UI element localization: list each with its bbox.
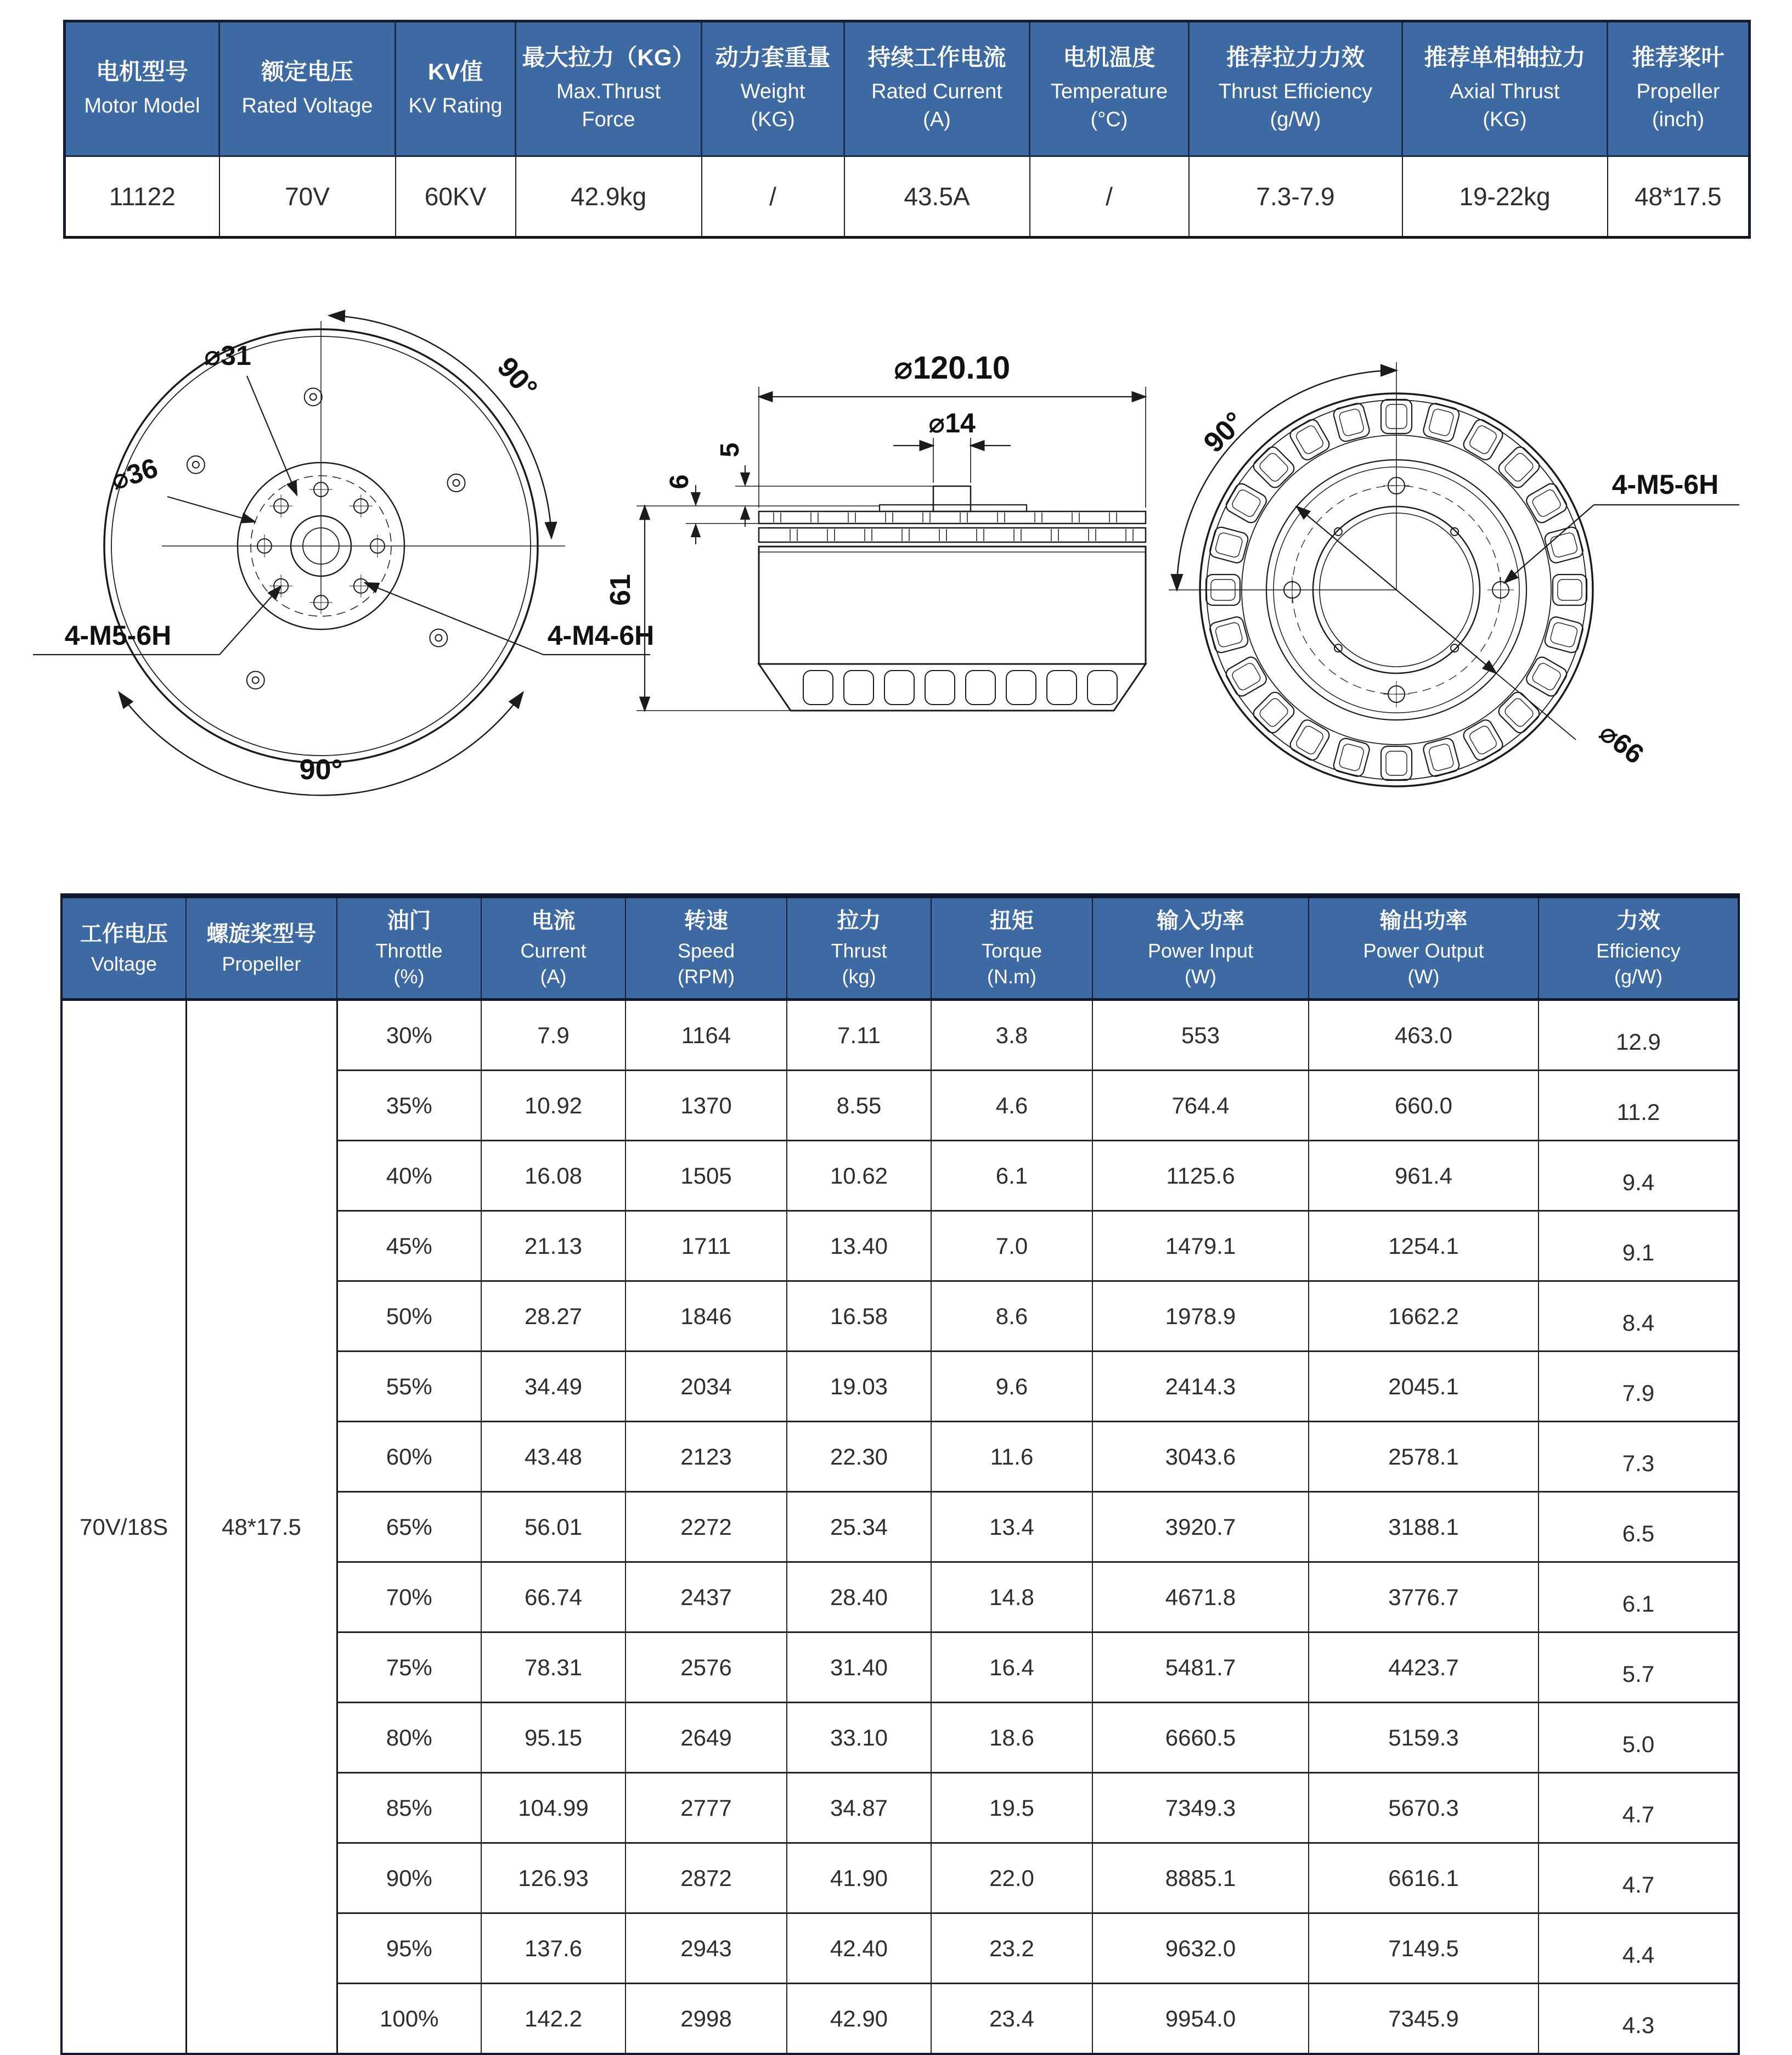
cell-torque: 11.6 (931, 1422, 1092, 1492)
header-zh: 电机温度 (1063, 44, 1156, 71)
cell-efficiency: 12.9 (1539, 1000, 1739, 1071)
cell-throttle: 65% (337, 1492, 481, 1562)
cell-thrust: 16.58 (787, 1281, 931, 1352)
cell-torque: 19.5 (931, 1773, 1092, 1843)
cell-speed: 2034 (625, 1352, 787, 1422)
cell-thrust: 10.62 (787, 1141, 931, 1211)
header-en2: (kg) (842, 965, 876, 988)
header-en2: (N.m) (987, 965, 1036, 988)
cell-current: 142.2 (481, 1984, 625, 2054)
header-en: Rated Voltage (241, 94, 373, 117)
side-dim5-label: 5 (715, 442, 745, 458)
cell-power_in: 8885.1 (1092, 1843, 1309, 1913)
spec-header-max-thrust (516, 21, 702, 156)
cell-power_out: 1254.1 (1309, 1211, 1539, 1281)
rotor-band-slots (774, 513, 1133, 541)
front-dia31-label: ⌀31 (204, 340, 251, 371)
cell-torque: 13.4 (931, 1492, 1092, 1562)
cell-thrust: 25.34 (787, 1492, 931, 1562)
cell-throttle: 80% (337, 1703, 481, 1773)
cell-current: 34.49 (481, 1352, 625, 1422)
spec-value-weight: / (702, 156, 844, 238)
header-en: Voltage (91, 952, 157, 975)
cell-speed: 2872 (625, 1843, 787, 1913)
cell-throttle: 45% (337, 1211, 481, 1281)
cell-efficiency: 7.3 (1539, 1422, 1739, 1492)
cell-efficiency: 9.4 (1539, 1141, 1739, 1211)
cell-current: 21.13 (481, 1211, 625, 1281)
perf-header-power-output (1309, 896, 1539, 1000)
header-en2: (g/W) (1270, 108, 1321, 132)
cell-torque: 22.0 (931, 1843, 1092, 1913)
front-angle-top-label: 90° (491, 351, 544, 405)
cell-efficiency: 4.7 (1539, 1773, 1739, 1843)
cell-current: 78.31 (481, 1632, 625, 1703)
cell-voltage: 70V/18S (61, 1000, 186, 2054)
spec-header-weight (702, 21, 844, 156)
cell-current: 28.27 (481, 1281, 625, 1352)
cell-power_in: 1125.6 (1092, 1141, 1309, 1211)
cell-power_in: 1978.9 (1092, 1281, 1309, 1352)
header-en2: (g/W) (1614, 965, 1663, 988)
cell-power_in: 3043.6 (1092, 1422, 1309, 1492)
perf-header-voltage (61, 896, 186, 1000)
cell-efficiency: 9.1 (1539, 1211, 1739, 1281)
cell-efficiency: 6.1 (1539, 1562, 1739, 1632)
header-zh: 推荐拉力力效 (1226, 44, 1365, 71)
perf-header-current (481, 896, 625, 1000)
cell-throttle: 60% (337, 1422, 481, 1492)
cell-power_in: 2414.3 (1092, 1352, 1309, 1422)
technical-drawings (0, 263, 1792, 905)
side-dia14-label: ⌀14 (928, 408, 976, 438)
cell-torque: 18.6 (931, 1703, 1092, 1773)
cell-power_out: 3776.7 (1309, 1562, 1539, 1632)
spec-value-max-thrust: 42.9kg (516, 156, 702, 238)
cell-power_out: 7345.9 (1309, 1984, 1539, 2054)
back-angle-label: 90° (1197, 406, 1251, 459)
cell-power_in: 7349.3 (1092, 1773, 1309, 1843)
cell-power_out: 2045.1 (1309, 1352, 1539, 1422)
cell-throttle: 40% (337, 1141, 481, 1211)
header-en: Motor Model (84, 94, 200, 117)
back-m5-label: 4-M5-6H (1611, 469, 1719, 500)
cell-efficiency: 4.7 (1539, 1843, 1739, 1913)
cell-speed: 1711 (625, 1211, 787, 1281)
perf-header-torque (931, 896, 1092, 1000)
table-row (61, 1000, 1739, 1071)
cell-power_in: 553 (1092, 1000, 1309, 1071)
header-en: Axial Thrust (1450, 80, 1560, 103)
motor-spec-table (63, 20, 1751, 239)
header-zh: 电机型号 (95, 59, 188, 85)
cell-torque: 9.6 (931, 1352, 1092, 1422)
cell-power_in: 3920.7 (1092, 1492, 1309, 1562)
cell-thrust: 42.40 (787, 1913, 931, 1984)
cell-power_in: 6660.5 (1092, 1703, 1309, 1773)
header-en: Propeller (222, 952, 301, 975)
perf-header-row (61, 896, 1739, 1000)
cell-current: 104.99 (481, 1773, 625, 1843)
spec-value-row (65, 156, 1750, 238)
cell-power_in: 9632.0 (1092, 1913, 1309, 1984)
cell-current: 10.92 (481, 1071, 625, 1141)
front-view-drawing (33, 316, 654, 795)
cell-efficiency: 6.5 (1539, 1492, 1739, 1562)
cell-efficiency: 4.4 (1539, 1913, 1739, 1984)
cell-speed: 2272 (625, 1492, 787, 1562)
cell-torque: 23.2 (931, 1913, 1092, 1984)
cell-speed: 2437 (625, 1562, 787, 1632)
cell-current: 16.08 (481, 1141, 625, 1211)
cell-throttle: 95% (337, 1913, 481, 1984)
spec-value-rated-voltage: 70V (219, 156, 396, 238)
cell-power_in: 4671.8 (1092, 1562, 1309, 1632)
cell-torque: 7.0 (931, 1211, 1092, 1281)
cell-thrust: 31.40 (787, 1632, 931, 1703)
spec-value-rated-current: 43.5A (844, 156, 1030, 238)
header-en2: Force (582, 108, 635, 132)
header-en2: (°C) (1090, 108, 1128, 132)
cell-thrust: 33.10 (787, 1703, 931, 1773)
header-en: Rated Current (871, 80, 1002, 103)
cell-thrust: 41.90 (787, 1843, 931, 1913)
cell-power_out: 7149.5 (1309, 1913, 1539, 1984)
spec-header-rated-voltage (219, 21, 396, 156)
cell-torque: 3.8 (931, 1000, 1092, 1071)
cell-power_in: 764.4 (1092, 1071, 1309, 1141)
header-en2: (inch) (1652, 108, 1705, 132)
side-dia120-label: ⌀120.10 (893, 350, 1011, 386)
spec-value-temperature: / (1030, 156, 1189, 238)
header-zh: 最大拉力（KG） (522, 44, 695, 71)
header-zh: 输出功率 (1379, 909, 1468, 933)
cell-torque: 14.8 (931, 1562, 1092, 1632)
perf-table-body (61, 1000, 1739, 2054)
cell-throttle: 50% (337, 1281, 481, 1352)
cell-speed: 2777 (625, 1773, 787, 1843)
cell-current: 56.01 (481, 1492, 625, 1562)
header-en2: (A) (540, 965, 567, 988)
cell-current: 7.9 (481, 1000, 625, 1071)
spec-header-rated-current (844, 21, 1030, 156)
cell-throttle: 100% (337, 1984, 481, 2054)
cell-current: 95.15 (481, 1703, 625, 1773)
cell-power_out: 5670.3 (1309, 1773, 1539, 1843)
cell-thrust: 8.55 (787, 1071, 931, 1141)
cell-torque: 23.4 (931, 1984, 1092, 2054)
spec-value-propeller: 48*17.5 (1608, 156, 1750, 238)
header-en: Thrust Efficiency (1218, 80, 1373, 103)
cell-torque: 4.6 (931, 1071, 1092, 1141)
cell-speed: 2576 (625, 1632, 787, 1703)
cell-power_out: 4423.7 (1309, 1632, 1539, 1703)
header-zh: 工作电压 (80, 921, 168, 946)
front-dia36-label: ⌀36 (107, 452, 162, 496)
perf-header-thrust (787, 896, 931, 1000)
spec-header-thrust-efficiency (1189, 21, 1402, 156)
cell-current: 126.93 (481, 1843, 625, 1913)
cell-speed: 1370 (625, 1071, 787, 1141)
cell-power_out: 6616.1 (1309, 1843, 1539, 1913)
header-en2: (KG) (751, 108, 795, 132)
header-zh: 额定电压 (261, 59, 353, 85)
side-dim61-label: 61 (605, 574, 636, 606)
header-en2: (RPM) (678, 965, 735, 988)
cell-power_out: 463.0 (1309, 1000, 1539, 1071)
cell-thrust: 19.03 (787, 1352, 931, 1422)
cell-propeller: 48*17.5 (186, 1000, 337, 2054)
spec-header-motor-model (65, 21, 219, 156)
header-zh: 力效 (1616, 909, 1660, 933)
cell-speed: 2123 (625, 1422, 787, 1492)
cell-throttle: 55% (337, 1352, 481, 1422)
cell-thrust: 28.40 (787, 1562, 931, 1632)
cell-current: 137.6 (481, 1913, 625, 1984)
side-view-drawing (605, 350, 1146, 711)
header-en2: (W) (1185, 965, 1216, 988)
header-en: Efficiency (1596, 939, 1681, 962)
header-en: KV Rating (408, 94, 503, 117)
cell-throttle: 85% (337, 1773, 481, 1843)
front-angle-bottom-label: 90° (299, 754, 343, 786)
spec-value-motor-model: 11122 (65, 156, 219, 238)
cell-power_out: 660.0 (1309, 1071, 1539, 1141)
header-en2: (W) (1407, 965, 1440, 988)
cell-efficiency: 8.4 (1539, 1281, 1739, 1352)
cell-current: 43.48 (481, 1422, 625, 1492)
back-dia66-label: ⌀66 (1593, 717, 1650, 770)
back-view-drawing (1169, 362, 1739, 786)
cell-torque: 16.4 (931, 1632, 1092, 1703)
cooling-fin-slots (803, 671, 1117, 705)
header-en2: (%) (393, 965, 425, 988)
header-zh: 动力套重量 (715, 44, 831, 71)
header-zh: 推荐单相轴拉力 (1424, 44, 1586, 71)
cell-thrust: 42.90 (787, 1984, 931, 2054)
header-zh: KV值 (427, 59, 483, 85)
cell-torque: 8.6 (931, 1281, 1092, 1352)
header-en: Power Output (1363, 939, 1484, 962)
cell-throttle: 30% (337, 1000, 481, 1071)
spec-value-kv-rating: 60KV (396, 156, 516, 238)
header-en: Power Input (1147, 939, 1254, 962)
header-en: Weight (740, 80, 805, 103)
cell-torque: 6.1 (931, 1141, 1092, 1211)
cell-thrust: 7.11 (787, 1000, 931, 1071)
cell-power_out: 3188.1 (1309, 1492, 1539, 1562)
cell-power_in: 5481.7 (1092, 1632, 1309, 1703)
perf-header-propeller (186, 896, 337, 1000)
header-en2: (A) (923, 108, 951, 132)
header-zh: 扭矩 (990, 909, 1034, 933)
header-en: Torque (981, 939, 1042, 962)
perf-header-efficiency (1539, 896, 1739, 1000)
spec-header-temperature (1030, 21, 1189, 156)
cell-power_out: 1662.2 (1309, 1281, 1539, 1352)
cell-speed: 1164 (625, 1000, 787, 1071)
cell-speed: 2943 (625, 1913, 787, 1984)
header-zh: 螺旋桨型号 (206, 921, 317, 946)
cell-throttle: 70% (337, 1562, 481, 1632)
cell-power_in: 9954.0 (1092, 1984, 1309, 2054)
spec-header-kv-rating (396, 21, 516, 156)
cell-speed: 2649 (625, 1703, 787, 1773)
cell-efficiency: 5.7 (1539, 1632, 1739, 1703)
cell-current: 66.74 (481, 1562, 625, 1632)
perf-header-throttle (337, 896, 481, 1000)
cell-power_in: 1479.1 (1092, 1211, 1309, 1281)
perf-header-speed (625, 896, 787, 1000)
header-en: Current (520, 939, 587, 962)
header-en: Propeller (1636, 80, 1720, 103)
header-en: Throttle (375, 939, 443, 962)
cell-efficiency: 7.9 (1539, 1352, 1739, 1422)
cell-speed: 1505 (625, 1141, 787, 1211)
performance-table (60, 893, 1740, 2055)
cell-efficiency: 5.0 (1539, 1703, 1739, 1773)
spec-value-thrust-efficiency: 7.3-7.9 (1189, 156, 1402, 238)
cell-power_out: 5159.3 (1309, 1703, 1539, 1773)
cell-throttle: 75% (337, 1632, 481, 1703)
front-m4-label: 4-M4-6H (547, 620, 655, 651)
cell-thrust: 34.87 (787, 1773, 931, 1843)
header-en: Speed (677, 939, 735, 962)
header-en2: (KG) (1483, 108, 1527, 132)
header-en: Temperature (1050, 80, 1168, 103)
spec-value-axial-thrust: 19-22kg (1402, 156, 1608, 238)
header-zh: 输入功率 (1157, 909, 1244, 933)
front-m5-label: 4-M5-6H (64, 620, 172, 651)
spec-header-propeller (1608, 21, 1750, 156)
header-zh: 拉力 (837, 909, 881, 933)
cell-power_out: 2578.1 (1309, 1422, 1539, 1492)
cell-throttle: 90% (337, 1843, 481, 1913)
cell-efficiency: 4.3 (1539, 1984, 1739, 2054)
spec-header-axial-thrust (1402, 21, 1608, 156)
header-en: Max.Thrust (556, 80, 661, 103)
cell-speed: 2998 (625, 1984, 787, 2054)
perf-header-power-input (1092, 896, 1309, 1000)
cell-thrust: 22.30 (787, 1422, 931, 1492)
side-dim6-label: 6 (665, 474, 694, 489)
cell-efficiency: 11.2 (1539, 1071, 1739, 1141)
header-zh: 电流 (531, 909, 576, 933)
cell-power_out: 961.4 (1309, 1141, 1539, 1211)
spec-header-row (65, 21, 1750, 156)
header-zh: 转速 (684, 909, 728, 933)
cell-throttle: 35% (337, 1071, 481, 1141)
header-zh: 油门 (387, 909, 431, 933)
header-zh: 持续工作电流 (867, 44, 1006, 71)
header-zh: 推荐桨叶 (1632, 44, 1725, 71)
cell-speed: 1846 (625, 1281, 787, 1352)
header-en: Thrust (831, 939, 887, 962)
cell-thrust: 13.40 (787, 1211, 931, 1281)
